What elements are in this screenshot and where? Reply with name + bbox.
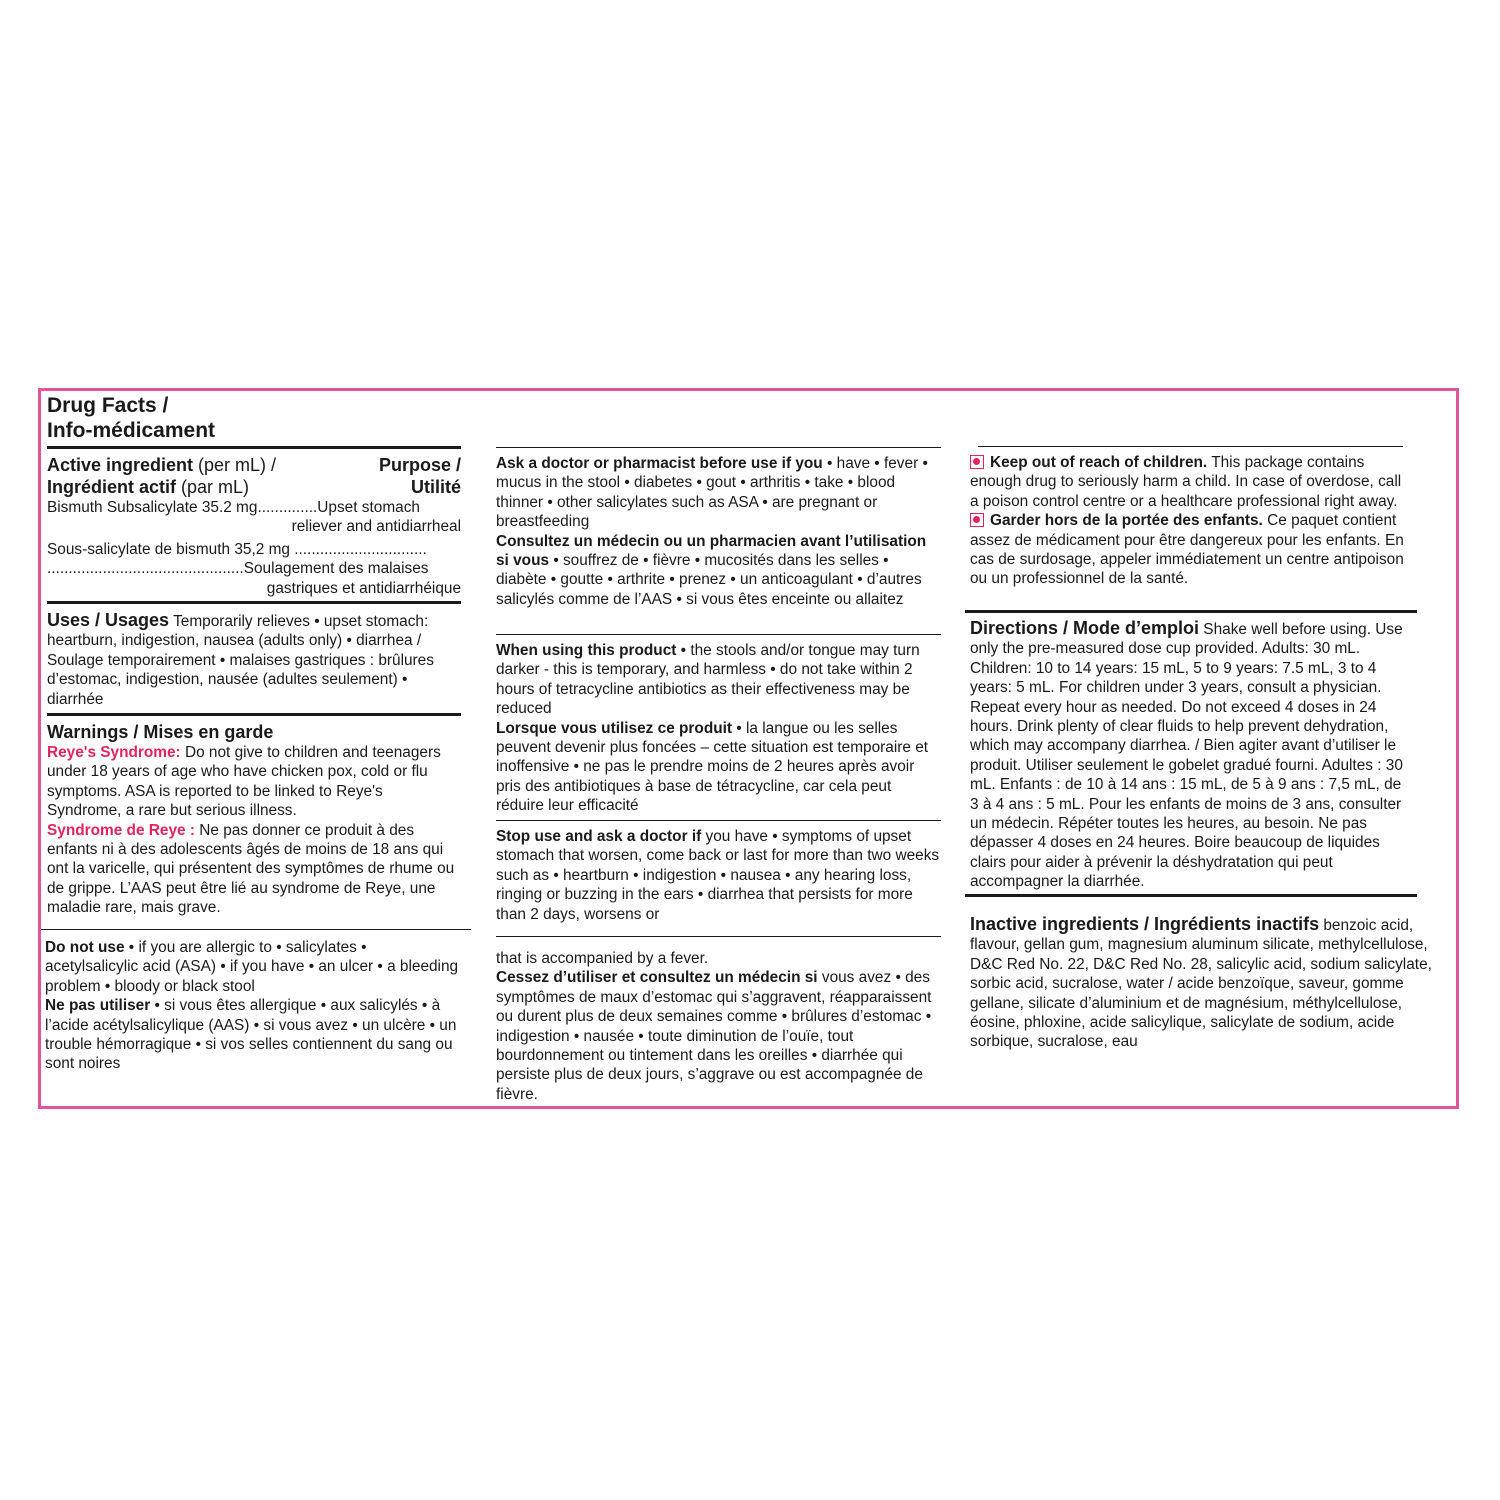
uses-heading: Uses / Usages [47,610,170,630]
uses-text: Temporarily relieves • upset stomach: heartburn, indigestion, nausea (adults only) • diarrhea / Soulage temporairement • malaises gastriques : brûlures d’estomac, indigestion, nausée (adultes seulement) • diarrhée [47,613,434,708]
reye-text-en: Do not give to children and teenagers under 18 years of age who have chicken pox, cold or flu symptoms. ASA is reported to be linked to Reye's Syndrome, a rare but serious illness. [47,744,441,820]
inactive-text: benzoic acid, flavour, gellan gum, magnesium aluminum silicate, methylcellulose, D&C Red No. 22, D&C Red No. 28, salicylic acid, sodium salicylate, sorbic acid, sucralose, water / acide benzoïque, saveur, gomme gellane, silicate d’aluminium et de magnésium, méthylcellulose, éosine, phloxine, acide salicylique, salicylate de sodium, acide sorbique, sucralose, eau [970,917,1432,1051]
ask-doctor-label-fr: Consultez un médecin ou un pharmacien avant l’utilisation si vous [496,532,927,570]
inactive-heading: Inactive ingredients / Ingrédients inactifs [970,914,1320,934]
do-not-use-section [45,938,461,1074]
divider [41,929,471,930]
stop-use-text-en-cont: that is accompanied by a fever. [496,950,709,967]
divider [965,610,1417,613]
keep-out-label-en: Keep out of reach of children. [990,454,1208,471]
drug-facts-panel [38,388,1459,1109]
purpose-heading-en: Purpose / [378,455,461,475]
inactive-section [970,915,1453,1052]
ask-doctor-section [496,454,941,609]
stop-use-text-fr: vous avez • des symptômes de maux d’estomac qui s’aggravent, réapparaissent ou durent plus de deux semaines comme • brûlures d’estomac • indigestion • nausée • toute diminution de l’ouïe, tout bourdonnement ou tintement dans les oreilles • diarrhée qui persiste plus de deux jours, s’aggrave ou est accompagnée de fièvre. [496,969,932,1103]
stop-circle-icon [970,513,984,527]
active-heading-en: Active ingredient [47,455,194,475]
when-using-label-fr: Lorsque vous utilisez ce produit [496,719,733,737]
title-line-2: Info-médicament [47,419,216,442]
do-not-use-label-fr: Ne pas utiliser [45,997,151,1015]
stop-use-label-en: Stop use and ask a doctor if [496,828,702,845]
active-unit-en: (per mL) / [193,455,277,475]
active-heading-fr: Ingrédient actif [47,477,177,497]
stop-use-continued [496,949,941,1104]
active-line-fr: Sous-salicylate de bismuth 35,2 mg ............................... [47,540,427,558]
reye-label-fr: Syndrome de Reye : [47,821,195,839]
stop-use-text-en: you have • symptoms of upset stomach that worsen, come back or last for more than two weeks such as • heartburn • indigestion • nausea • any hearing loss, ringing or buzzing in the ears • diarrhea that persists for more than 2 days, worsens or [496,828,940,923]
ask-doctor-text-en: • have • fever • mucus in the stool • diabetes • gout • arthritis • take • blood thinner • other salicylates such as ASA • are pregnant or breastfeeding [496,455,928,531]
do-not-use-label-en: Do not use [45,939,125,956]
keep-out-section [970,453,1413,589]
ask-doctor-label-en: Ask a doctor or pharmacist before use if you [496,455,823,472]
directions-heading: Directions / Mode d’emploi [970,618,1200,638]
divider [496,447,941,448]
when-using-text-en: • the stools and/or tongue may turn darker - this is temporary, and harmless • do not take within 2 hours of tetracycline antibiotics as their effectiveness may be reduced [496,642,920,718]
divider [978,446,1403,447]
divider [965,894,1417,897]
when-using-section [496,641,941,816]
warnings-section [47,721,461,918]
warnings-heading: Warnings / Mises en garde [47,722,274,742]
divider [47,601,461,604]
reye-label-en: Reye's Syndrome: [47,744,181,761]
active-line-en-2: reliever and antidiarrheal [291,518,461,536]
reye-text-fr: Ne pas donner ce produit à des enfants ni à des adolescents âgés de moins de 18 ans qui ont la varicelle, qui présentent des symptômes de rhume ou de grippe. L’AAS peut être lié au syndrome de Reye, une maladie rare, mais grave. [47,821,455,917]
stop-use-section [496,827,941,924]
divider [496,634,941,635]
ask-doctor-text-fr: • souffrez de • fièvre • mucosités dans les selles • diabète • goutte • arthrite • prenez • un anticoagulant • d’autres salicylés comme de l’AAS • si vous êtes enceinte ou allaitez [496,552,922,608]
divider [496,936,941,937]
divider [47,446,461,449]
directions-section [970,619,1413,892]
keep-out-text-en: This package contains enough drug to seriously harm a child. In case of overdose, call a poison control centre or a healthcare professional right away. [970,454,1402,510]
uses-section [47,611,461,709]
when-using-text-fr: • la langue ou les selles peuvent devenir plus foncées – cette situation est temporaire et inoffensive • ne pas le prendre moins de 2 heures après avoir pris des antibiotiques à base de tétracycline, car cela peut réduire leur efficacité [496,719,929,815]
stop-circle-icon [970,455,984,469]
title-line-1: Drug Facts / [47,394,169,417]
stop-use-label-fr: Cessez d’utiliser et consultez un médecin si [496,969,818,987]
divider [47,713,461,716]
when-using-label-en: When using this product [496,642,677,659]
keep-out-text-fr: Ce paquet contient assez de médicament pour être dangereux pour les enfants. En cas de surdosage, appeler immédiatement un centre antipoison ou un professionnel de la santé. [970,512,1404,588]
divider [496,820,941,821]
active-ingredient-section [47,454,461,598]
active-line-fr-2: ..............................................Soulagement des malaises [47,560,429,578]
purpose-heading-fr: Utilité [410,477,461,497]
keep-out-label-fr: Garder hors de la portée des enfants. [990,512,1263,530]
do-not-use-text-fr: • si vous êtes allergique • aux salicylés • à l’acide acétylsalicylique (AAS) • si vous avez • un ulcère • un trouble hémorragique • si vos selles contiennent du sang ou sont noires [45,997,457,1073]
drug-facts-title [47,393,461,443]
do-not-use-text-en: • if you are allergic to • salicylates • acetylsalicylic acid (ASA) • if you have • an ulcer • a bleeding problem • bloody or black stool [45,939,459,995]
active-line-en: Bismuth Subsalicylate 35.2 mg..............Upset stomach [47,499,420,516]
active-line-fr-3: gastriques et antidiarrhéique [266,579,461,597]
directions-text: Shake well before using. Use only the pre-measured dose cup provided. Adults: 30 mL. Children: 10 to 14 years: 15 mL, 5 to 9 years: 7.5 mL, 3 to 4 years: 5 mL. For children under 3 years, consult a physician. Repeat every hour as needed. Do not exceed 4 doses in 24 hours. Drink plenty of clear fluids to help prevent dehydration, which may accompany diarrhea. / Bien agiter avant d’utiliser le produit. Utiliser seulement le gobelet gradué fourni. Adultes : 30 mL. Enfants : de 10 à 14 ans : 15 mL, de 5 à 9 ans : 7,5 mL, de 3 à 4 ans : 5 mL. Pour les enfants de moins de 3 ans, consulter un médecin. Répéter toutes les heures, au besoin. Ne pas dépasser 4 doses en 24 heures. Boire beaucoup de liquides clairs pour aider à prévenir la déshydratation qui peut accompagner la diarrhée. [970,621,1403,891]
active-unit-fr: (par mL) [176,477,250,497]
